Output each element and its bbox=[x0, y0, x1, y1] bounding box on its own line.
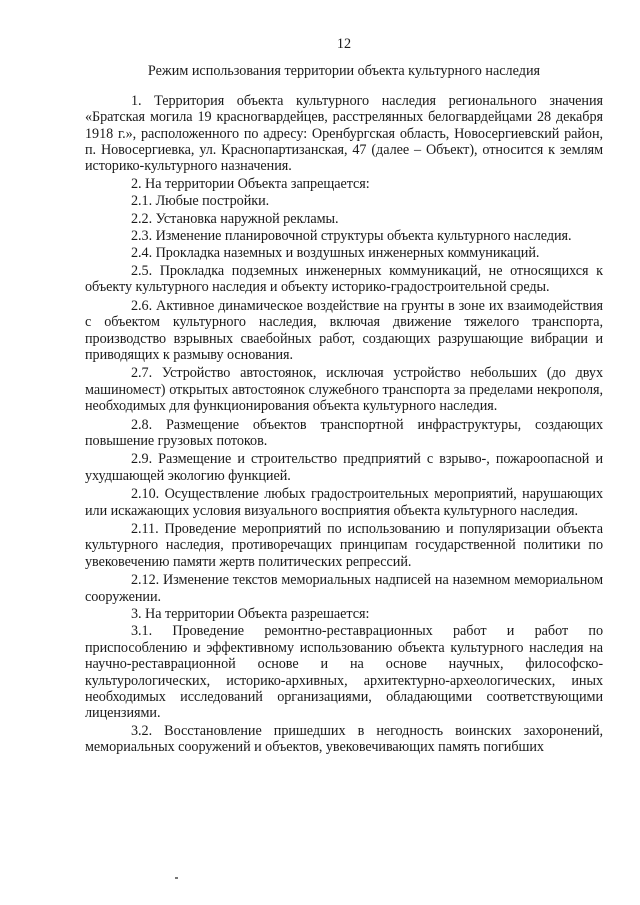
paragraph-2-9: 2.9. Размещение и строительство предприятий с взрыво-, пожароопасной и ухудшающей экологию функцией. bbox=[85, 451, 603, 484]
paragraph-2-7: 2.7. Устройство автостоянок, исключая устройство небольших (до двух машиномест) открытых автостоянок служебного транспорта за пределами некрополя, необходимых для функционирования объекта культурного наследия. bbox=[85, 365, 603, 415]
paragraph-2-10: 2.10. Осуществление любых градостроительных мероприятий, нарушающих или искажающих условия визуального восприятия объекта культурного наследия. bbox=[85, 486, 603, 519]
page-number: 12 bbox=[336, 36, 352, 52]
paragraph-3-2: 3.2. Восстановление пришедших в негодность воинских захоронений, мемориальных сооружений и объектов, увековечивающих память погибших bbox=[85, 722, 603, 756]
paragraph-2-11: 2.11. Проведение мероприятий по использованию и популяризации объекта культурного наследия, противоречащих принципам государственной политики по увековечению памяти жертв политических репрессий. bbox=[85, 520, 603, 570]
paragraph-2: 2. На территории Объекта запрещается: bbox=[131, 175, 370, 192]
paragraph-2-4: 2.4. Прокладка наземных и воздушных инженерных коммуникаций. bbox=[131, 245, 540, 262]
document-title: Режим использования территории объекта культурного наследия bbox=[147, 63, 541, 80]
paragraph-2-8: 2.8. Размещение объектов транспортной инфраструктуры, создающих повышение грузовых потоков. bbox=[85, 416, 603, 449]
paragraph-2-6: 2.6. Активное динамическое воздействие на грунты в зоне их взаимодействия с объектом культурного наследия, включая движение тяжелого транспорта, производство взрывных сваебойных работ, создающих разрушающие вибрации и приводящих к размыву основания. bbox=[85, 297, 603, 363]
paragraph-3: 3. На территории Объекта разрешается: bbox=[131, 606, 370, 622]
paragraph-3-1: 3.1. Проведение ремонтно-реставрационных работ и работ по приспособлению и эффективному использованию объекта культурного наследия на научно-реставрационной основе и на основе научных, философско-культурологических, историко-архивных, архитектурно-археологических, иных необходимых исследований организациями, обладающими соответствующими лицензиями. bbox=[85, 623, 603, 722]
paragraph-2-5: 2.5. Прокладка подземных инженерных коммуникаций, не относящихся к объекту культурного наследия и объекту историко-градостроительной среды. bbox=[85, 262, 603, 296]
paragraph-1: 1. Территория объекта культурного наследия регионального значения «Братская могила 19 красногвардейцев, расстрелянных белогвардейцами 28 декабря 1918 г.», расположенного по адресу: Оренбургская область, Новосергиевский район, п. Новосергиевка, ул. Краснопартизанская, 47 (далее – Объект), относится к землям историко-культурного назначения. bbox=[85, 92, 603, 175]
paragraph-2-3: 2.3. Изменение планировочной структуры объекта культурного наследия. bbox=[131, 228, 572, 245]
paragraph-2-2: 2.2. Установка наружной рекламы. bbox=[131, 210, 339, 227]
paragraph-2-1: 2.1. Любые постройки. bbox=[131, 193, 270, 210]
paragraph-2-12: 2.12. Изменение текстов мемориальных надписей на наземном мемориальном сооружении. bbox=[85, 572, 603, 605]
document-page bbox=[85, 36, 603, 757]
scan-dot-mark bbox=[175, 877, 178, 879]
